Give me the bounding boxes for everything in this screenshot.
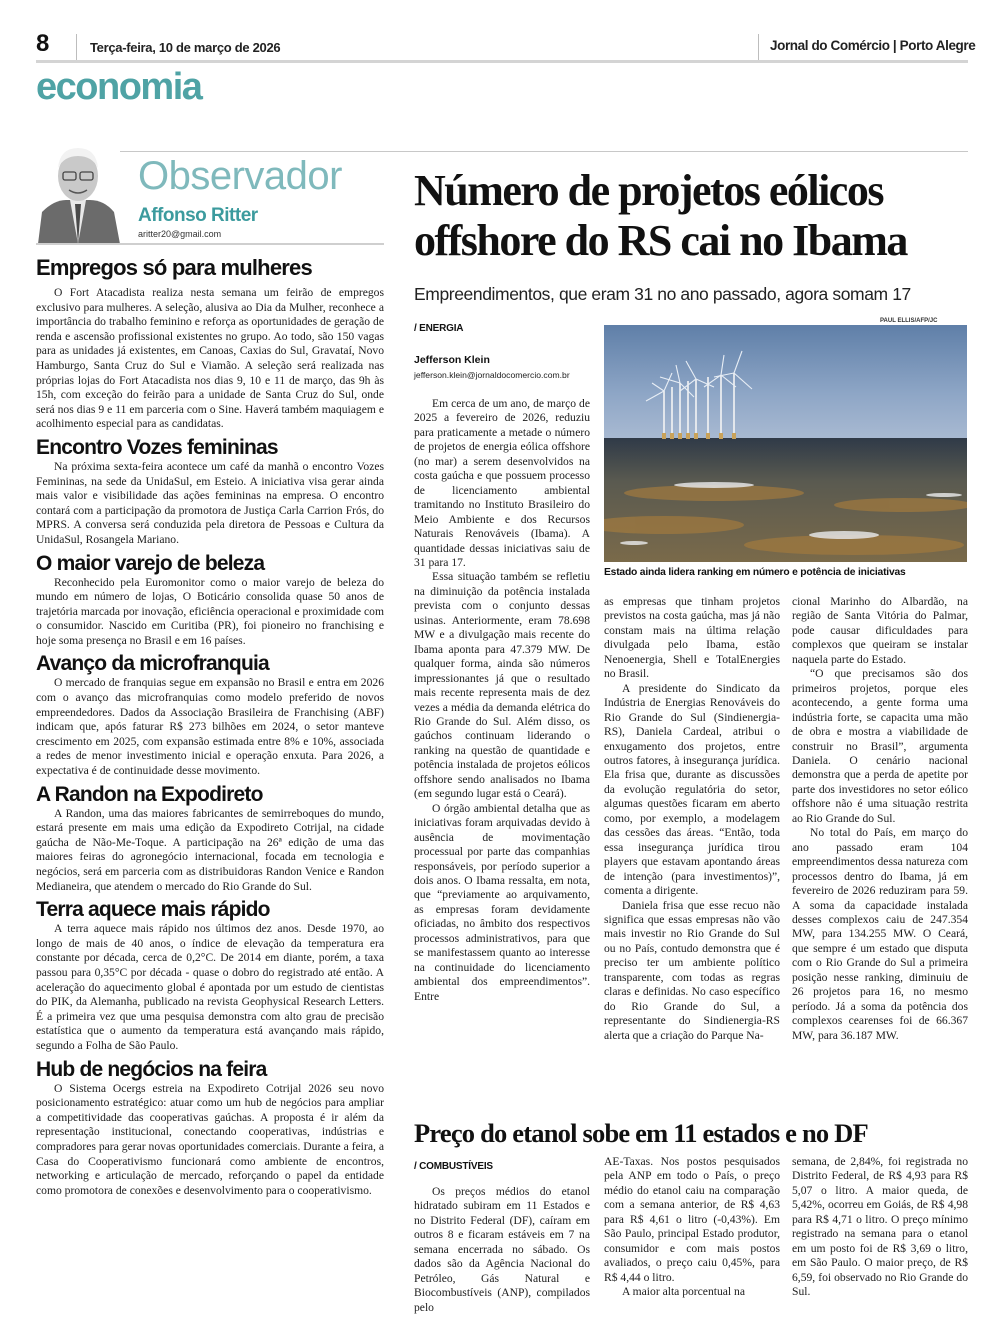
- note-title: Terra aquece mais rápido: [36, 898, 270, 922]
- paragraph: A presidente do Sindicato da Indústria de Energias Renováveis do Rio Grande do Sul (Sindienergia-RS), Daniela Cardeal, atribui o enxugamento dos projetos, entre outros fatores, à insegurança jurídica. Ela frisa que, durante as discussões da evolução regulatória do setor, algumas questões ficaram em aberto como, por exemplo, a modelagem das cessões das áreas. “Então, toda essa insegurança jurídica tirou players que estavam apontando áreas de intenção (para investimentos)”, comenta a dirigente.: [604, 681, 780, 898]
- note-body: A terra aquece mais rápido nos últimos dez anos. Desde 1970, ao longo de mais de 40 anos, o índice de elevação da temperatura era constante por década, cerca de 0,2°C. De 2014 em diante, porém, a taxa passou para 0,35°C por década - quase o dobro do registrado até então. A aceleração do aquecimento global é apontada por um estudo de cientistas do PIK, da Alemanha, publicado na revista Geophysical Research Letters. É a primeira vez que uma pesquisa demonstra com alto grau de precisão estatística que o aumento da temperatura está avançando mais rápido, segundo a Folha de São Paulo.: [36, 922, 384, 1052]
- column-rule: [36, 243, 384, 245]
- note-title: A Randon na Expodireto: [36, 782, 263, 806]
- ethanol-column-1: [414, 1185, 590, 1315]
- paragraph: A maior alta porcentual na: [622, 1285, 745, 1299]
- main-subheadline: Empreendimentos, que eram 31 no ano passado, agora somam 17: [414, 284, 911, 304]
- note-body: O Sistema Ocergs estreia na Expodireto Cotrijal 2026 seu novo posicionamento estratégico: atuar como um hub de negócios para ampliar a competitividade das cooperativas gaúchas. A proposta é ir além da representação institucional, conectando cooperativas, indústrias e compradores para gerar novas oportunidades comerciais. Durante a feira, a Casa do Cooperativismo funcionará como ambiente de encontros, networking e articulação de mercado, reforçando o papel da entidade como promotora de conexões e desenvolvimento para o cooperativismo.: [36, 1081, 384, 1197]
- note-title: Hub de negócios na feira: [36, 1057, 267, 1081]
- main-story-column-3: [792, 595, 968, 1043]
- column-name: Observador: [138, 154, 342, 198]
- header-divider: [758, 34, 759, 62]
- issue-date: Terça-feira, 10 de março de 2026: [90, 40, 281, 55]
- paragraph: O órgão ambiental detalha que as iniciativas foram arquivadas devido à ausência de movimentação processual por parte das companhias responsáveis, por período superior a dois anos. O Ibama ressalta, em nota, que “previamente ao arquivamento, as empresas foram devidamente oficiadas, no âmbito dos respectivos processos administrativos, para que se manifestassem quanto ao interesse na continuidade do licenciamento ambiental dos empreendimentos”. Entre: [414, 801, 590, 1003]
- paragraph: semana, de 2,84%, foi registrada no Distrito Federal, de R$ 4,93 para R$ 5,07 o litro. A maior queda, de 5,42%, ocorreu em Goiás, de R$ 4,98 para R$ 4,71 o litro. O preço mínimo registrado na semana para o etanol em um posto foi de R$ 3,69 o litro, em São Paulo. O maior preço, de R$ 6,59, foi observado no Rio Grande do Sul.: [792, 1155, 968, 1299]
- story-kicker: / ENERGIA: [414, 323, 464, 334]
- byline-author: Jefferson Klein: [414, 354, 490, 366]
- columnist-email: aritter20@gmail.com: [138, 229, 222, 239]
- photo-credit: PAUL ELLIS/AFP/JC: [880, 318, 938, 324]
- column-rule: [36, 151, 968, 152]
- main-story-column-2: [604, 595, 780, 1043]
- note-body: A Randon, uma das maiores fabricantes de semirreboques do mundo, estará presente em mais uma edição da Expodireto Cotrijal, na cidade gaúcha de Não-Me-Toque. A participação na 26ª edição de uma das maiores feiras do agronegócio internacional, focada em tecnologia e negócios, será em parceria com as distribuidoras Randon Venice e Randon Medianeira, que atendem o mercado do Rio Grande do Sul.: [36, 806, 384, 893]
- note-title: O maior varejo de beleza: [36, 551, 265, 575]
- note-body: O mercado de franquias segue em expansão no Brasil e entra em 2026 com o avanço das microfranquias como modelo preferido de novos empreendedores. Dados da Associação Brasileira de Franchising (ABF) indicam que, após faturar R$ 273 bilhões em 2024, o setor manteve crescimento em 2025, com expansão estimada entre 8% e 10%, associada a redes de menor investimento inicial e operação enxuta. Para 2026, a expectativa é de continuidade desse movimento.: [36, 676, 384, 778]
- header-rule: [36, 60, 968, 63]
- paragraph: Em cerca de um ano, de março de 2025 a fevereiro de 2026, reduziu para praticamente a metade o número de projetos de energia eólica offshore (no mar) a serem desenvolvidos na costa gaúcha e que possuem processo de licenciamento ambiental tramitando no Instituto Brasileiro do Meio Ambiente e dos Recursos Naturais Renováveis (Ibama). A quantidade dessas iniciativas saiu de 31 para 17.: [414, 397, 590, 569]
- photo-caption: Estado ainda lidera ranking em número e potência de iniciativas: [604, 567, 906, 578]
- ethanol-headline: Preço do etanol sobe em 11 estados e no DF: [414, 1118, 868, 1148]
- ethanol-column-3: [792, 1155, 968, 1300]
- paragraph: Daniela frisa que esse recuo não significa que essas empresas não vão mais investir no Rio Grande do Sul ou no País, contudo demonstra que é preciso ter um ambiente político transparente, com todas as regras claras e definidas. No caso específico do Rio Grande do Sul, a representante do Sindienergia-RS alerta que a criação do Parque Na-: [604, 898, 780, 1042]
- columnist-photo: [36, 140, 120, 244]
- ethanol-column-2: [604, 1155, 780, 1300]
- note-title: Avanço da microfranquia: [36, 652, 269, 676]
- wind-turbines-photo: [604, 325, 967, 562]
- main-headline: Número de projetos eólicos offshore do RS cai no Ibama: [414, 166, 907, 265]
- paragraph: as empresas que tinham projetos previstos na costa gaúcha, mas já não constam mais na última relação divulgada pelo Ibama, estão Nenoenergia, Shell e TotalEnergies no Brasil.: [604, 595, 780, 681]
- paragraph: cional Marinho do Albardão, na região de Santa Vitória do Palmar, pode causar dificuldades para complexos que queiram se instalar naquela parte do Estado.: [792, 595, 968, 666]
- story-kicker: / COMBUSTÍVEIS: [414, 1161, 493, 1172]
- note-title: Empregos só para mulheres: [36, 255, 312, 280]
- paragraph: Os preços médios do etanol hidratado subiram em 11 Estados e no Distrito Federal (DF), caíram em outros 8 e ficaram estáveis em 7 na semana encerrada no sábado. Os dados são da Agência Nacional do Petróleo, Gás Natural e Biocombustíveis (ANP), compilados pelo: [414, 1185, 590, 1314]
- note-title: Encontro Vozes femininas: [36, 435, 278, 459]
- paragraph: “O que precisamos são dos primeiros projetos, porque eles acontecendo, a gente forma uma indústria forte, se capacita uma mão de obra e mostra a viabilidade de construir no Brasil”, argumenta Daniela. O cenário nacional demonstra que a perda de apetite por parte dos investidores no setor eólico offshore não é uma situação restrita ao Rio Grande do Sul.: [792, 667, 968, 825]
- note-body: Na próxima sexta-feira acontece um café da manhã o encontro Vozes Femininas, na sede da UnidaSul, em Esteio. A iniciativa visa gerar ainda mais valor e visibilidade das ações femininas na empresa. O encontro contará com a participação da promotora de Justiça Carla Carrion Frós, do MPRS. A conversa será conduzida pela diretora de Pessoas e Cultura da UnidaSul, Rosangela Mariano.: [36, 459, 384, 546]
- byline-email: jefferson.klein@jornaldocomercio.com.br: [414, 370, 570, 380]
- note-body: Reconhecido pela Euromonitor como o maior varejo de beleza do mundo em número de lojas, O Boticário consolida quase 50 anos de trajetória marcada por inovação, eficiência operacional e proximidade com o consumidor. Nascido em Curitiba (PR), foi pioneiro no franchising e hoje soma presença no Brasil e em 16 países.: [36, 575, 384, 647]
- publication-name: Jornal do Comércio | Porto Alegre: [770, 38, 976, 53]
- paragraph: No total do País, em março do ano passado eram 104 empreendimentos dessa natureza com processos dentro do Ibama, já em fevereiro de 2026 reduziram para 59. A soma da capacidade instalada desses complexos caiu de 247.354 MW, para 134.255 MW. O Ceará, que sempre é um estado que disputa com o Rio Grande do Sul a primeira posição nesse ranking, diminuiu de 26 projetos para 16, no mesmo período. Já a soma da potência dos complexos cearenses foi de 66.367 MW, para 36.187 MW.: [792, 826, 968, 1042]
- section-title: economia: [36, 66, 202, 108]
- header-divider: [76, 34, 77, 62]
- paragraph: Essa situação também se refletiu na diminuição da potência instalada prevista com o conjunto dessas usinas. Anteriormente, eram 78.698 MW e a divulgação mais recente do Ibama aponta para 47.379 MW. De qualquer forma, ainda são números impressionantes já que o resultado mais recente representa mais de dez vezes a média da demanda elétrica do Rio Grande do Sul. Além disso, os gaúchos continuam liderando o ranking na questão de quantidade e potência instalada de projetos eólicos offshore sendo analisados no Ibama (em segundo lugar está o Ceará).: [414, 570, 590, 801]
- note-body: O Fort Atacadista realiza nesta semana um feirão de empregos exclusivo para mulheres. A seleção, alusiva ao Dia da Mulher, reconhece a importância do trabalho feminino e reforça as oportunidades de geração de renda e ascensão profissional existentes no grupo. Ao todo, são 150 vagas para as unidades já existentes, em Canoas, Caxias do Sul, Gravataí, Novo Hamburgo, Santa Cruz do Sul e Viamão. A seleção será realizada nas próprias lojas do Fort Atacadista nos dias 9, 10 e 11 de março, das 9h às 15h, com exceção do feirão para a unidade de Santa Cruz do Sul, onde será nos dias 9 e 11 em parceria com o Sine. Haverá também maquiagem e acolhimento especial para as candidatas.: [36, 286, 384, 431]
- main-story-column-1: [414, 397, 590, 1004]
- paragraph: AE-Taxas. Nos postos pesquisados pela ANP em todo o País, o preço médio do etanol caiu na comparação com a semana anterior, de R$ 4,63 para R$ 4,61 o litro (-0,43%). Em São Paulo, principal Estado produtor, consumidor e com mais postos avaliados, o preço caiu 0,45%, para R$ 4,44 o litro.: [604, 1155, 780, 1284]
- columnist-notes: [36, 254, 384, 1202]
- columnist-name: Affonso Ritter: [138, 205, 258, 226]
- page-number: 8: [36, 30, 50, 57]
